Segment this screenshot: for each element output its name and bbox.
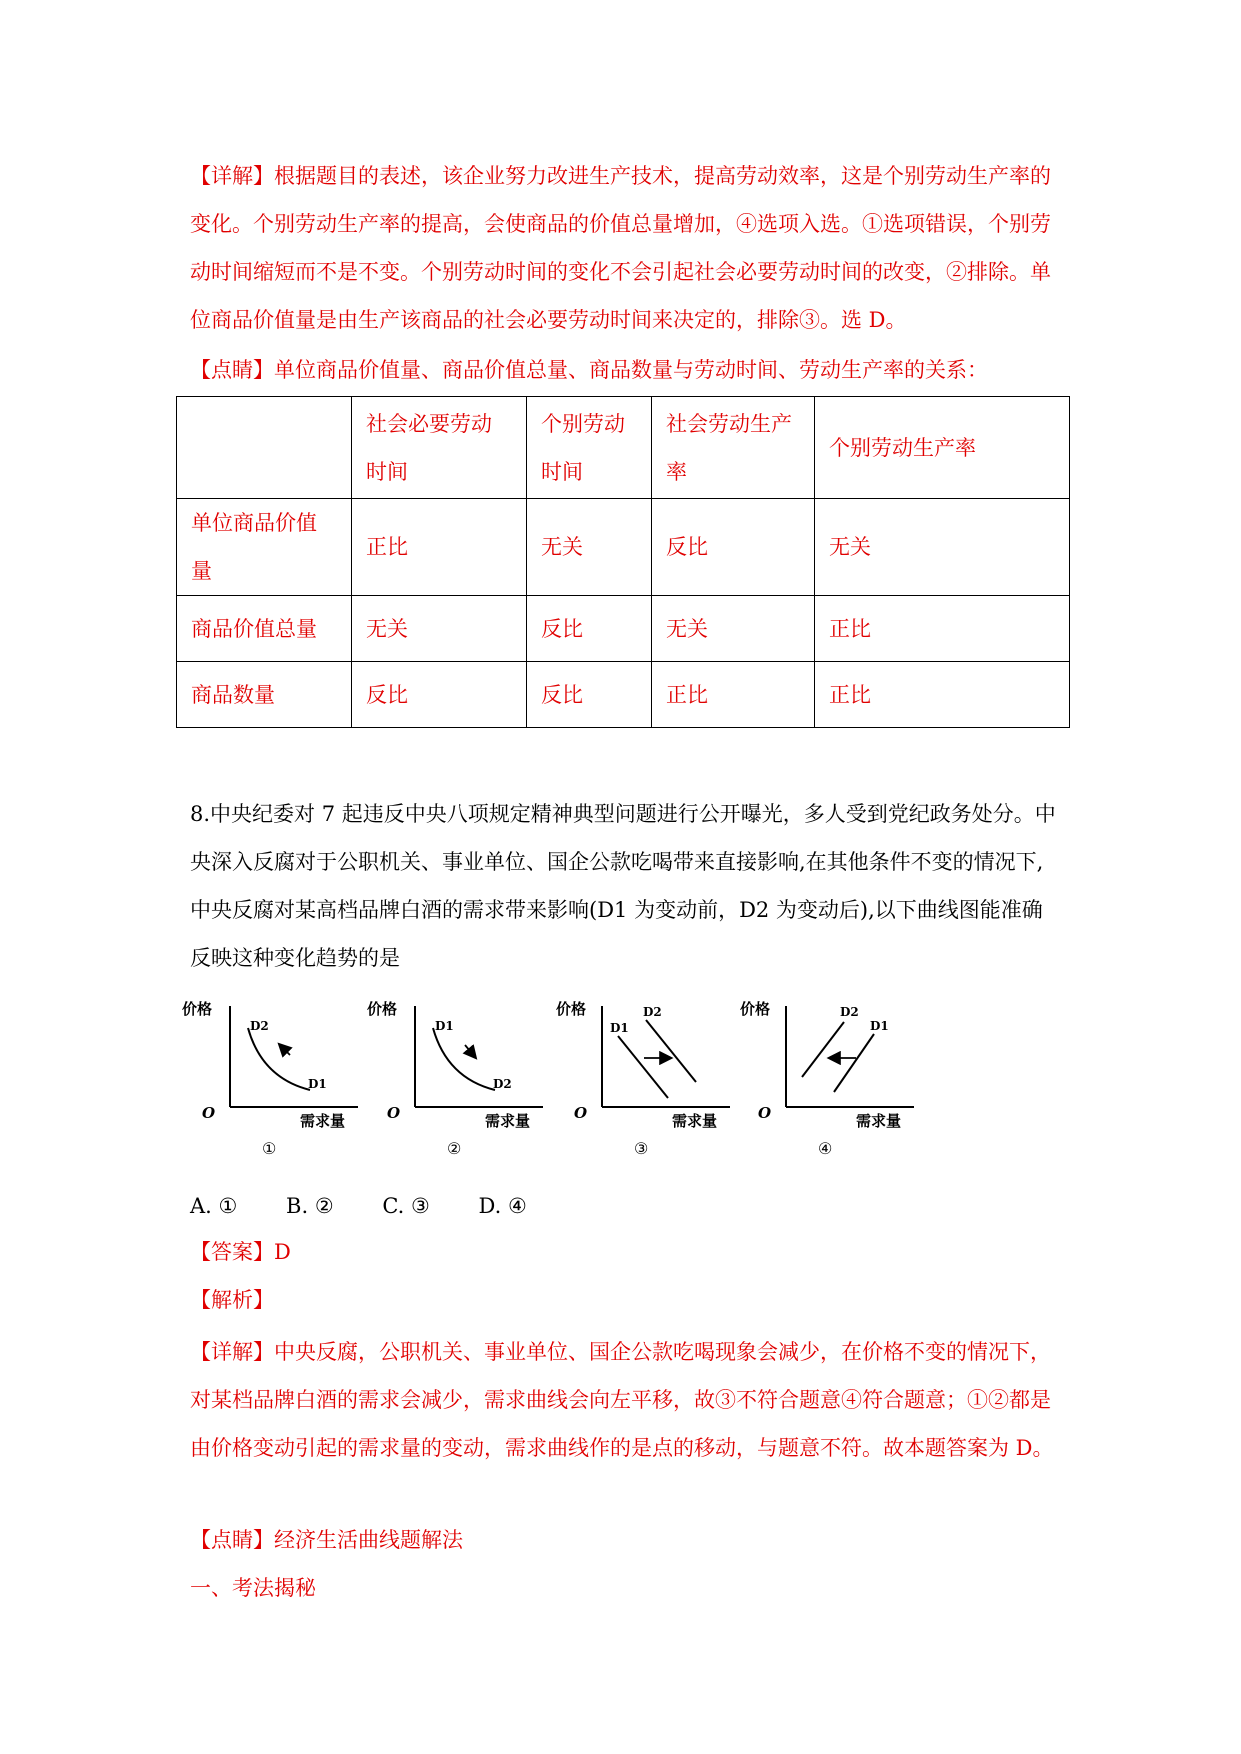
table-header-cell xyxy=(177,397,352,499)
figure-ylabel: 价格 xyxy=(367,1000,398,1018)
table-cell: 无关 xyxy=(652,596,815,662)
table-cell: 无关 xyxy=(815,499,1070,596)
table-cell: 反比 xyxy=(527,662,652,728)
demand-curve xyxy=(248,1028,310,1090)
explain-text: 中央反腐，公职机关、事业单位、国企公款吃喝现象会减少，在价格不变的情况下，对某档品牌白酒的需求会减少，需求曲线会向左平移，故③不符合题意④符合题意；①②都是由价格变动引起的需求量的变动，需求曲线作的是点的移动，与题意不符。故本题答案为 D。 xyxy=(190,1340,1054,1460)
table-cell: 商品价值总量 xyxy=(177,596,352,662)
figure-origin: O xyxy=(387,1104,401,1122)
relation-table xyxy=(176,396,1070,728)
table-cell: 正比 xyxy=(815,596,1070,662)
table-cell: 正比 xyxy=(652,662,815,728)
figure-xlabel: 需求量 xyxy=(485,1112,531,1130)
table-cell: 正比 xyxy=(815,662,1070,728)
line-label-right: D1 xyxy=(870,1019,889,1033)
curve-label-top: D1 xyxy=(435,1019,454,1033)
tip-text: 单位商品价值量、商品价值总量、商品数量与劳动时间、劳动生产率的关系： xyxy=(274,358,988,382)
table-cell: 反比 xyxy=(352,662,527,728)
figures-svg xyxy=(182,992,960,1172)
curve-label-bottom: D1 xyxy=(308,1077,327,1091)
figure-ylabel: 价格 xyxy=(740,1000,771,1018)
demand-curve-figures xyxy=(182,992,960,1172)
table-cell: 无关 xyxy=(352,596,527,662)
section-heading: 一、考法揭秘 xyxy=(190,1576,316,1600)
option-c: C. ③ xyxy=(382,1194,430,1218)
option-a: A. ① xyxy=(190,1194,238,1218)
option-d: D. ④ xyxy=(478,1194,527,1218)
figure-caption: ① xyxy=(262,1139,277,1158)
line-label-left: D2 xyxy=(840,1005,859,1019)
table-row xyxy=(177,662,1070,728)
explain-text: 根据题目的表述，该企业努力改进生产技术，提高劳动效率，这是个别劳动生产率的变化。个别劳动生产率的提高，会使商品的价值总量增加，④选项入选。①选项错误，个别劳动时间缩短而不是不变。个别劳动时间的变化不会引起社会必要劳动时间的改变，②排除。单位商品价值量是由生产该商品的社会必要劳动时间来决定的，排除③。选 D。 xyxy=(190,164,1051,332)
tip-tag: 【点睛】 xyxy=(190,358,274,382)
table-row xyxy=(177,596,1070,662)
figure-2 xyxy=(367,1000,543,1158)
figure-caption: ④ xyxy=(818,1139,833,1158)
explain-paragraph-2 xyxy=(190,1328,1060,1472)
figure-caption: ② xyxy=(447,1139,462,1158)
figure-xlabel: 需求量 xyxy=(300,1112,346,1130)
table-cell: 单位商品价值量 xyxy=(177,499,352,596)
demand-line-right xyxy=(646,1020,696,1082)
table-header-cell: 个别劳动时间 xyxy=(527,397,652,499)
figure-xlabel: 需求量 xyxy=(672,1112,718,1130)
question-8: 8.中央纪委对 7 起违反中央八项规定精神典型问题进行公开曝光，多人受到党纪政务处分。中央深入反腐对于公职机关、事业单位、国企公款吃喝带来直接影响,在其他条件不变的情况下,中央反腐对某高档品牌白酒的需求带来影响(D1 为变动前，D2 为变动后),以下曲线图能准确反映这种变化趋势的是 xyxy=(190,802,1056,970)
answer-value: D xyxy=(274,1240,291,1264)
tip-paragraph-2 xyxy=(190,1520,463,1560)
table-header-cell: 社会劳动生产率 xyxy=(652,397,815,499)
table-header-cell: 社会必要劳动时间 xyxy=(352,397,527,499)
figure-3 xyxy=(556,1000,730,1158)
table-cell: 反比 xyxy=(652,499,815,596)
curve-label-bottom: D2 xyxy=(493,1077,512,1091)
answer-tag: 【答案】 xyxy=(190,1240,274,1264)
demand-curve xyxy=(433,1028,495,1090)
demand-line-left xyxy=(618,1036,668,1098)
answer-line xyxy=(190,1232,291,1272)
answer-options xyxy=(190,1186,569,1226)
figure-1 xyxy=(182,1000,358,1158)
tip-tag: 【点睛】 xyxy=(190,1528,274,1552)
analysis-tag: 【解析】 xyxy=(190,1288,274,1312)
movement-arrow xyxy=(465,1045,475,1057)
table-cell: 正比 xyxy=(352,499,527,596)
explain-tag: 【详解】 xyxy=(190,164,274,188)
table-header-cell: 个别劳动生产率 xyxy=(815,397,1070,499)
curve-label-top: D2 xyxy=(250,1019,269,1033)
table-cell: 无关 xyxy=(527,499,652,596)
tip-text: 经济生活曲线题解法 xyxy=(274,1528,463,1552)
table-cell: 商品数量 xyxy=(177,662,352,728)
explain-tag: 【详解】 xyxy=(190,1340,274,1364)
figure-ylabel: 价格 xyxy=(182,1000,213,1018)
demand-line-right xyxy=(834,1034,874,1092)
table-header-row xyxy=(177,397,1070,499)
tip-paragraph-1 xyxy=(190,350,1060,390)
figure-origin: O xyxy=(574,1104,588,1122)
line-label-right: D2 xyxy=(643,1005,662,1019)
line-label-left: D1 xyxy=(610,1021,629,1035)
demand-line-left xyxy=(802,1022,844,1077)
figure-ylabel: 价格 xyxy=(556,1000,587,1018)
figure-xlabel: 需求量 xyxy=(856,1112,902,1130)
option-b: B. ② xyxy=(286,1194,334,1218)
table-cell: 反比 xyxy=(527,596,652,662)
movement-arrow xyxy=(280,1045,290,1055)
explain-paragraph-1 xyxy=(190,152,1060,344)
figure-4 xyxy=(740,1000,914,1158)
table-row xyxy=(177,499,1070,596)
figure-origin: O xyxy=(202,1104,216,1122)
figure-caption: ③ xyxy=(634,1139,649,1158)
figure-origin: O xyxy=(758,1104,772,1122)
